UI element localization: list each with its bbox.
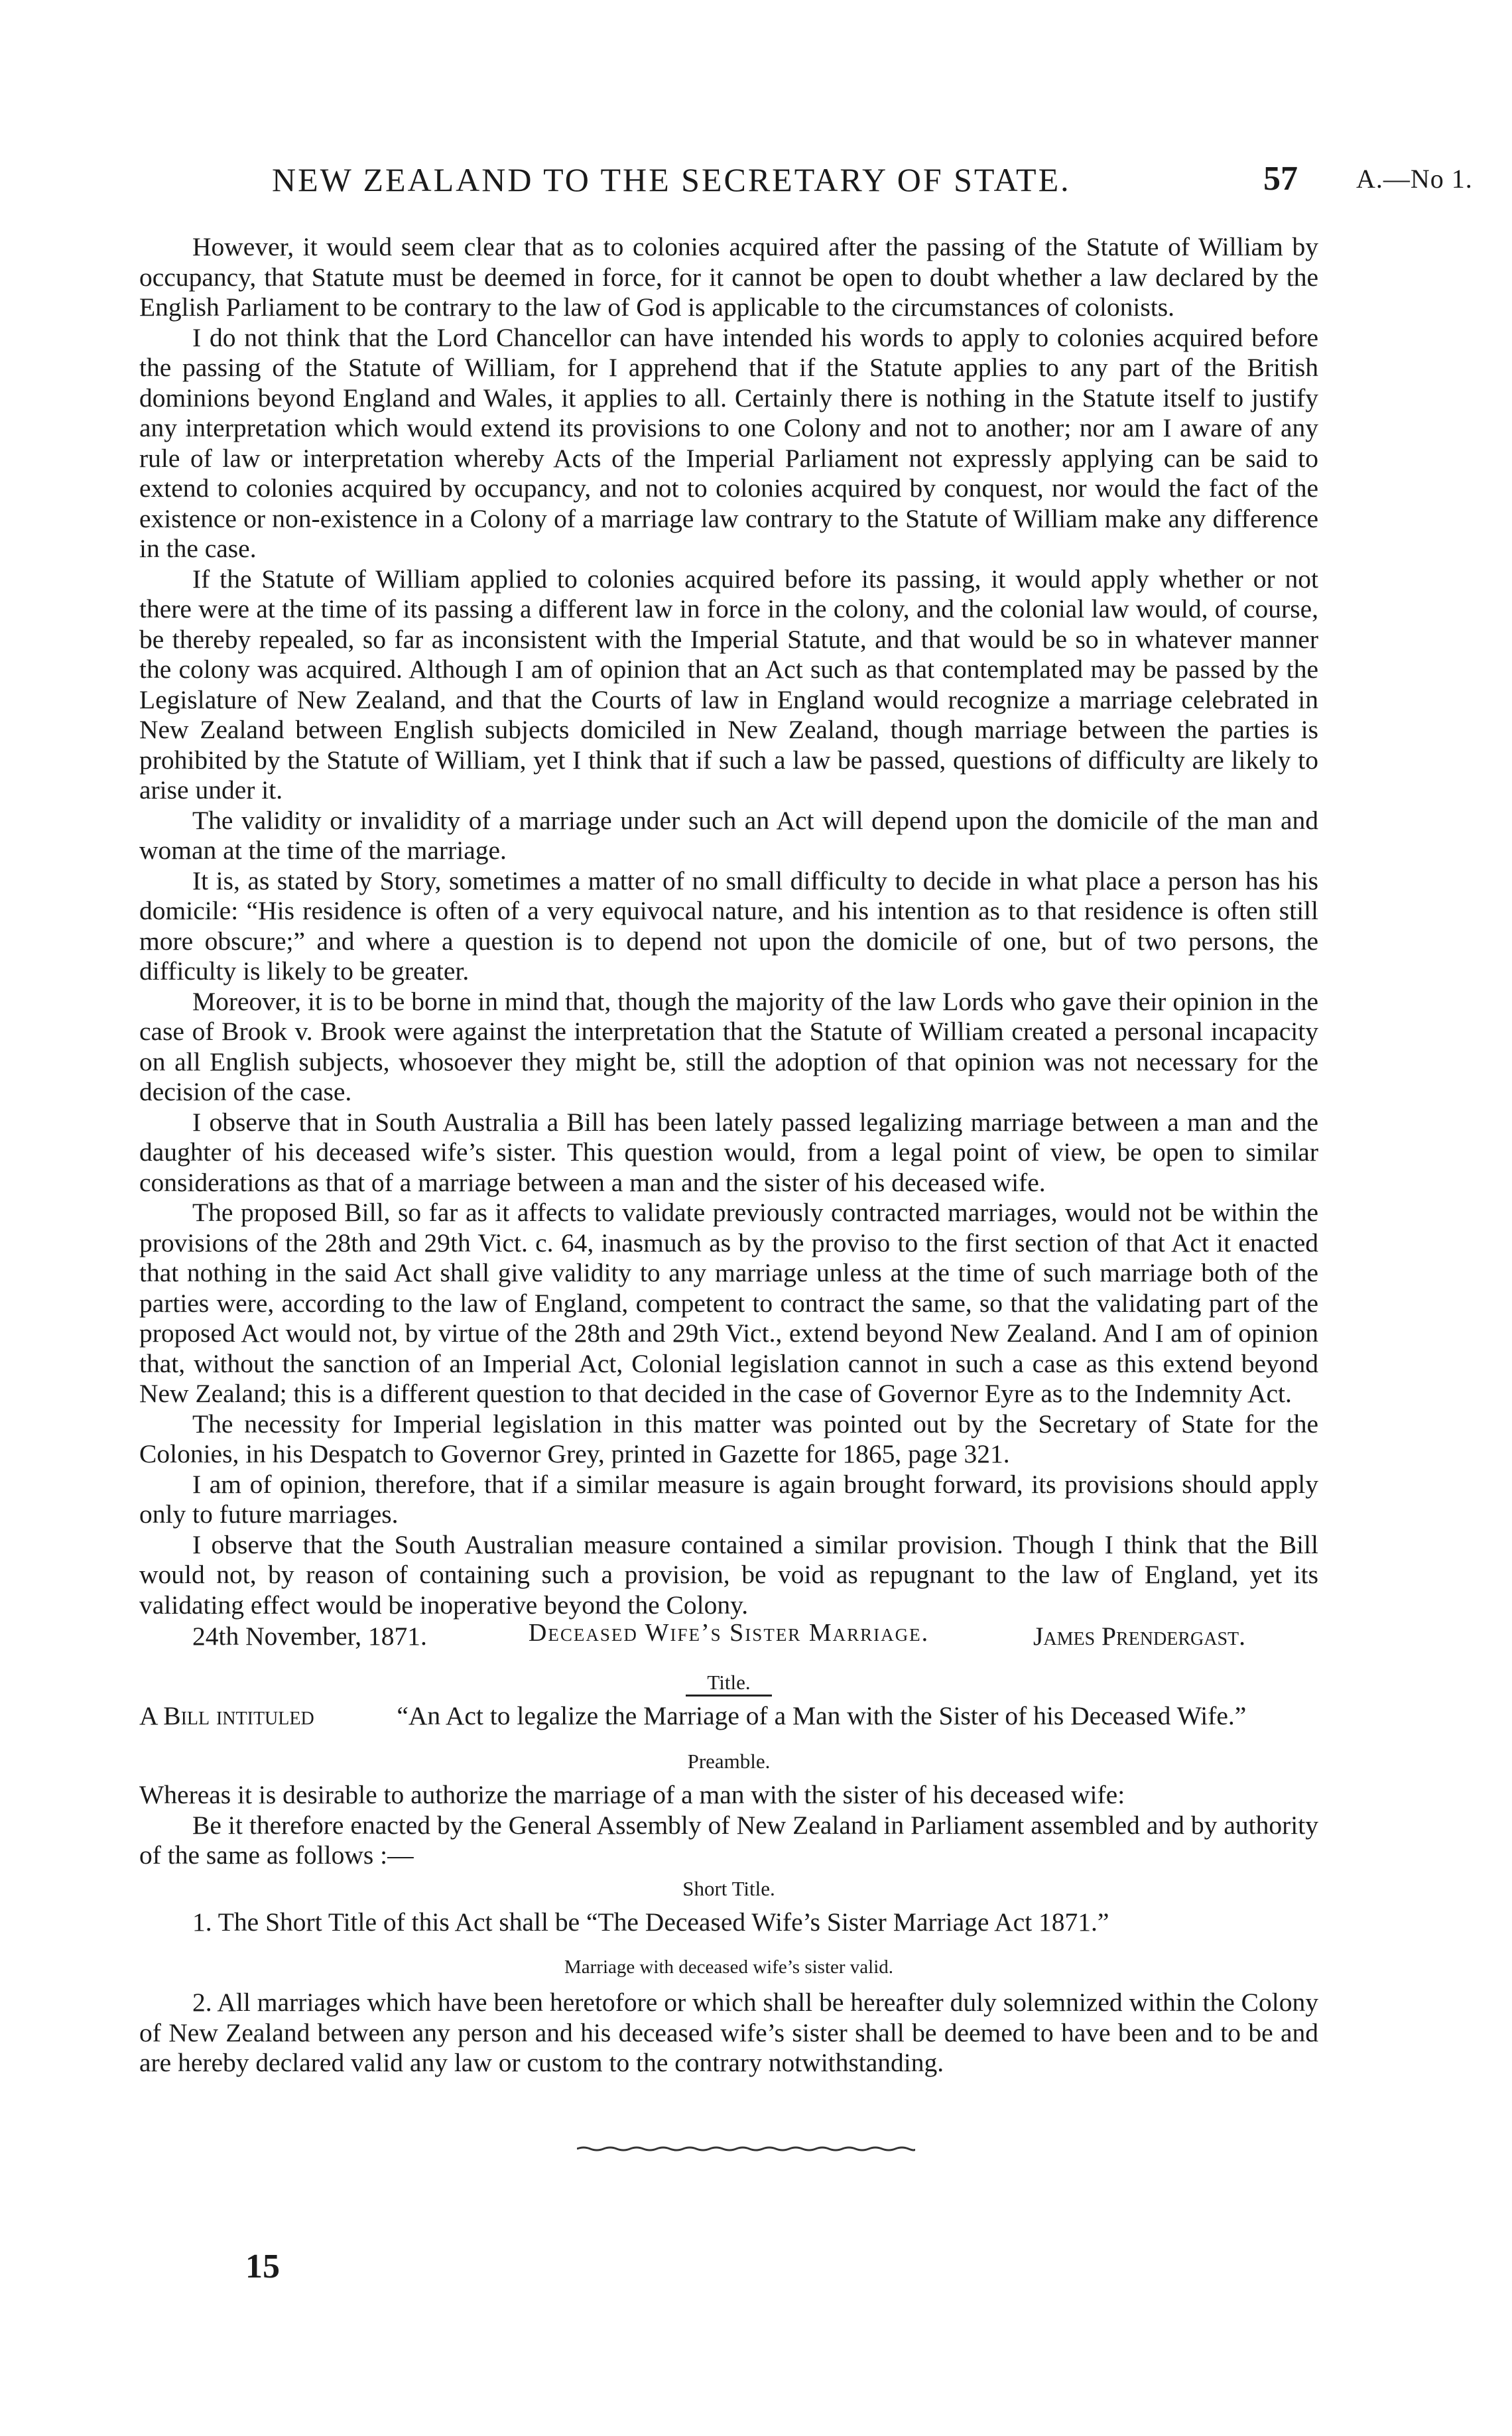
paragraph: Moreover, it is to be borne in mind that, though the majority of the law Lords who gave their opinion in the case of Brook v. Brook were against the interpretation that the Statute of William created a personal incapacity on all English subjects, whosoever they might be, still the adoption of that opinion was not necessary for the decision of the case. xyxy=(139,986,1318,1106)
section-2-label: Marriage with deceased wife’s sister valid. xyxy=(564,1956,894,1978)
series-number: A.—No 1. xyxy=(1356,164,1473,194)
paragraph: I observe that in South Australia a Bill has been lately passed legalizing marriage between a man and the daughter of his deceased wife’s sister. This question would, from a legal point of view, be open to similar considerations as that of a marriage between a man and the sister of his deceased wife. xyxy=(139,1107,1318,1197)
opinion-text xyxy=(139,232,1318,1697)
paragraph: I do not think that the Lord Chancellor can have intended his words to apply to colonies acquired before the passing of the Statute of William, for I apprehend that if the Statute applies to any part of the British dominions beyond England and Wales, it applies to all. Certainly there is nothing in the Statute itself to justify any interpretation which would extend its provisions to one Colony and not to another; nor am I aware of any rule of law or interpretation whereby Acts of the Imperial Parliament not expressly applying can be said to extend to colonies acquired by occupancy, and not to colonies acquired by conquest, nor would the fact of the existence or non-existence in a Colony of a marriage law contrary to the Statute of William make any difference in the case. xyxy=(139,322,1318,563)
paragraph: However, it would seem clear that as to colonies acquired after the passing of the Statute of William by occupancy, that Statute must be deemed in force, for it cannot be open to doubt whether a law declared by the English Parliament to be contrary to the law of God is applicable to the circumstances of colonists. xyxy=(139,232,1318,322)
enacting-text: Be it therefore enacted by the General Assembly of New Zealand in Parliament assembled and by authority of the same as follows :— xyxy=(139,1810,1318,1870)
paragraph: The proposed Bill, so far as it affects to validate previously contracted marriages, would not be within the provisions of the 28th and 29th Vict. c. 64, inasmuch as by the proviso to the first section of that Act it enacted that nothing in the said Act shall give validity to any marriage unless at the time of such marriage both of the parties were, according to the law of England, competent to contract the same, so that the validating part of the proposed Act would not, by virtue of the 28th and 29th Vict., extend beyond New Zealand. And I am of opinion that, without the sanction of an Imperial Act, Colonial legislation cannot in such a case as this extend beyond New Zealand; this is a different question to that decided in the case of Governor Eyre as to the Indemnity Act. xyxy=(139,1198,1318,1408)
section-1: 1. The Short Title of this Act shall be “The Deceased Wife’s Sister Marriage Act 1871.” xyxy=(192,1907,1109,1937)
bill-heading: Deceased Wife’s Sister Marriage. xyxy=(528,1619,930,1647)
bill-title-text: “An Act to legalize the Marriage of a Man with the Sister of his Deceased Wife.” xyxy=(397,1701,1247,1730)
closing-rule xyxy=(577,2146,915,2152)
short-title-label: Short Title. xyxy=(682,1876,775,1900)
preamble-label: Preamble. xyxy=(687,1749,771,1773)
page-number: 57 xyxy=(1263,160,1298,198)
section-2: 2. All marriages which have been heretofore or which shall be hereafter duly solemnized within the Colony of New Zealand between any person and his deceased wife’s sister shall be deemed to have been and to be and are hereby declared valid any law or custom to the contrary notwithstanding. xyxy=(139,1988,1318,2077)
paragraph: The validity or invalidity of a marriage under such an Act will depend upon the domicile of the man and woman at the time of the marriage. xyxy=(139,805,1318,865)
bill-title xyxy=(139,1701,1318,1732)
paragraph: The necessity for Imperial legislation in this matter was pointed out by the Secretary of State for the Colonies, in his Despatch to Governor Grey, printed in Gazette for 1865, page 321. xyxy=(139,1409,1318,1468)
paragraph: It is, as stated by Story, sometimes a matter of no small difficulty to decide in what place a person has his domicile: “His residence is often of a very equivocal nature, and his intention as to that residence is often still more obscure;” and where a question is to depend not upon the domicile of one, but of two persons, the difficulty is likely to be greater. xyxy=(139,865,1318,986)
preamble-text: Whereas it is desirable to authorize the marriage of a man with the sister of his deceased wife: xyxy=(139,1780,1125,1809)
page-header xyxy=(0,154,1512,207)
paragraph: I am of opinion, therefore, that if a similar measure is again brought forward, its provisions should apply only to future marriages. xyxy=(139,1469,1318,1529)
signature: James Prendergast. xyxy=(1033,1622,1245,1651)
bill-title-lead: A Bill intituled xyxy=(139,1701,314,1730)
page-title: NEW ZEALAND TO THE SECRETARY OF STATE. xyxy=(272,161,1071,198)
paragraph: If the Statute of William applied to colonies acquired before its passing, it would apply whether or not there were at the time of its passing a different law in force in the colony, and the colonial law would, of course, be thereby repealed, so far as inconsistent with the Imperial Statute, and that would be so in whatever manner the colony was acquired. Although I am of opinion that an Act such as that contemplated may be passed by the Legislature of New Zealand, and that the Courts of law in England would recognize a marriage celebrated in New Zealand between English subjects domiciled in New Zealand, though marriage between the parties is prohibited by the Statute of William, yet I think that if such a law be passed, questions of difficulty are likely to arise under it. xyxy=(139,564,1318,804)
paragraph: I observe that the South Australian measure contained a similar provision. Though I think that the Bill would not, by reason of containing such a provision, be void as repugnant to the law of England, yet its validating effect would be inoperative beyond the Colony. xyxy=(139,1529,1318,1620)
title-label: Title. xyxy=(707,1670,751,1694)
opinion-date: 24th November, 1871. xyxy=(192,1622,427,1651)
sheet-number: 15 xyxy=(245,2248,280,2285)
bill-text xyxy=(139,1618,1318,2079)
